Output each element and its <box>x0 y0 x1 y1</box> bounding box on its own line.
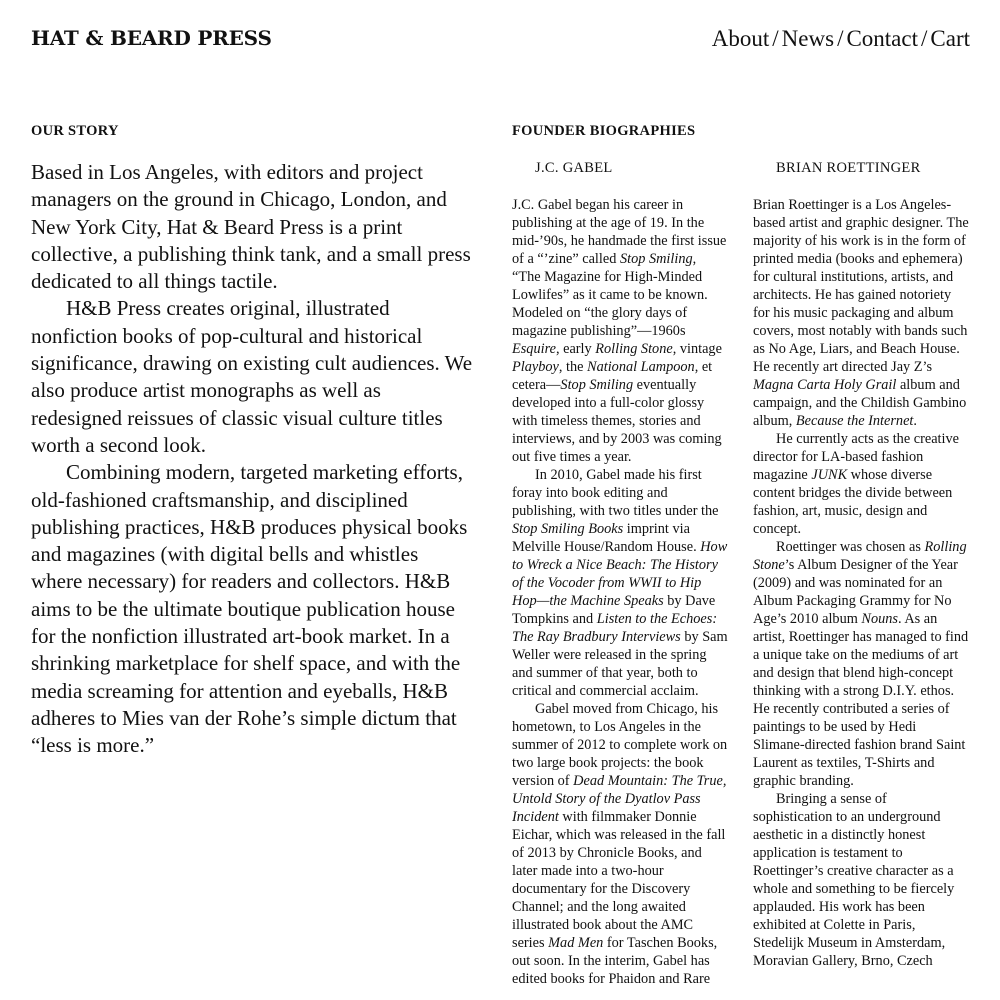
story-paragraph: H&B Press creates original, illustrated nonfiction books of pop-cultural and historical significance, drawing on existing cult audiences. We also produce artist monographs as well as redesigned reissues of classic visual culture titles worth a second look. <box>31 296 473 457</box>
nav-separator: / <box>837 26 844 51</box>
nav-contact-link[interactable]: Contact <box>846 26 918 51</box>
nav-separator: / <box>772 26 779 51</box>
bio-brian-roettinger <box>753 159 969 970</box>
our-story-heading: OUR STORY <box>31 123 119 139</box>
bio-paragraph: J.C. Gabel began his career in publishing at the age of 19. In the mid-’90s, he handmade the first issue of a “’zine” called Stop Smiling, “The Magazine for High-Minded Lowlifes” as it came to be known. Modeled on “the glory days of magazine publishing”—1960s Esquire, early Rolling Stone, vintage Playboy, the National Lampoon, et cetera—Stop Smiling eventually developed into a full-color glossy with timeless themes, stories and interviews, and by 2003 was coming out five times a year. <box>512 197 727 465</box>
bio-paragraph: Brian Roettinger is a Los Angeles-based artist and graphic designer. The majority of his work is in the form of printed media (books and ephemera) for cultural institutions, artists, and architects. He has gained notoriety for his music packaging and album covers, most notably with bands such as No Age, Liars, and Beach House. He recently art directed Jay Z’s Magna Carta Holy Grail album and campaign, and the Childish Gambino album, Because the Internet. <box>753 197 969 429</box>
bio-paragraph: Roettinger was chosen as Rolling Stone’s Album Designer of the Year (2009) and was nominated for an Album Packaging Grammy for No Age’s 2010 album Nouns. As an artist, Roettinger has managed to find a unique take on the mediums of art and design that blend high-concept thinking with a strong D.I.Y. ethos. He recently contributed a series of paintings to be used by Hedi Slimane-directed fashion brand Saint Laurent as textiles, T-Shirts and graphic branding. <box>753 539 969 789</box>
bio-name-brian-roettinger: BRIAN ROETTINGER <box>776 160 921 176</box>
bio-paragraph: Bringing a sense of sophistication to an underground aesthetic in a distinctly honest application is testament to Roettinger’s creative character as a whole and something to be fiercely applauded. His work has been exhibited at Colette in Paris, Stedelijk Museum in Amsterdam, Moravian Gallery, Brno, Czech <box>753 791 955 969</box>
nav-cart-link[interactable]: Cart <box>930 26 970 51</box>
bio-paragraph: In 2010, Gabel made his first foray into book editing and publishing, with two titles under the Stop Smiling Books imprint via Melville House/Random House. How to Wreck a Nice Beach: The History of the Vocoder from WWII to Hip Hop—the Machine Speaks by Dave Tompkins and Listen to the Echoes: The Ray Bradbury Interviews by Sam Weller were released in the spring and summer of that year, both to critical and commercial acclaim. <box>512 467 728 699</box>
nav-news-link[interactable]: News <box>781 26 835 51</box>
founder-biographies-heading: FOUNDER BIOGRAPHIES <box>512 123 696 139</box>
nav-about-link[interactable]: About <box>711 26 770 51</box>
nav-separator: / <box>921 26 928 51</box>
story-paragraph: Based in Los Angeles, with editors and project managers on the ground in Chicago, London, and New York City, Hat & Beard Press is a print collective, a publishing think tank, and a small press dedicated to all things tactile. <box>31 160 471 294</box>
bio-jc-gabel <box>512 159 728 988</box>
main-nav <box>712 26 970 52</box>
story-paragraph: Combining modern, targeted marketing efforts, old-fashioned craftsmanship, and disciplined publishing practices, H&B produces physical books and magazines (with digital bells and whistles where necessary) for readers and collectors. H&B aims to be the ultimate boutique publication house for the nonfiction illustrated art-book market. In a shrinking marketplace for shelf space, and with the media screaming for attention and eyeballs, H&B adheres to Mies van der Rohe’s simple dictum that “less is more.” <box>31 460 468 758</box>
bio-paragraph: He currently acts as the creative director for LA-based fashion magazine JUNK whose diverse content bridges the divide between fashion, art, music, design and concept. <box>753 431 959 537</box>
our-story-body <box>31 159 473 760</box>
bio-paragraph: Gabel moved from Chicago, his hometown, to Los Angeles in the summer of 2012 to complete work on two large book projects: the book version of Dead Mountain: The True, Untold Story of the Dyatlov Pass Incident with filmmaker Donnie Eichar, which was released in the fall of 2013 by Chronicle Books, and later made into a two-hour documentary for the Discovery Channel; and the long awaited illustrated book about the AMC series Mad Men for Taschen Books, out soon. In the interim, Gabel has edited books for Phaidon and Rare <box>512 701 728 987</box>
site-logo[interactable]: HAT & BEARD PRESS <box>31 26 272 50</box>
bio-name-jc-gabel: J.C. GABEL <box>535 160 613 176</box>
